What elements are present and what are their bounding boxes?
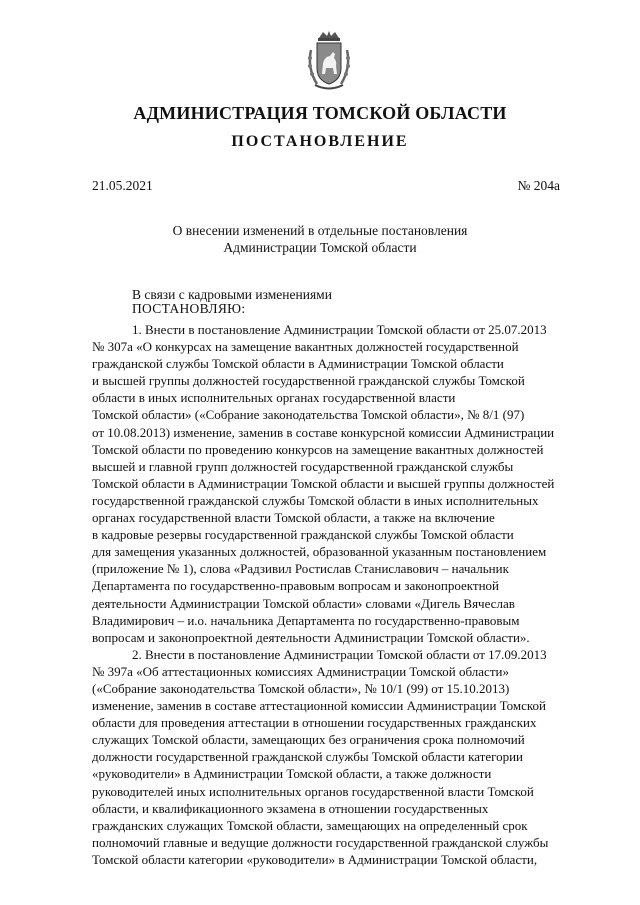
body-line: вопросам и законопроектной деятельности Администрации Томской области». [92, 629, 530, 645]
organization-name: АДМИНИСТРАЦИЯ ТОМСКОЙ ОБЛАСТИ [133, 103, 507, 123]
body-line: «руководители» в Администрации Томской области, а также должности [92, 766, 492, 782]
document-date: 21.05.2021 [92, 178, 153, 193]
body-line: Томской области по проведению конкурсов на замещение вакантных должностей [92, 441, 544, 457]
document-subject [0, 222, 640, 256]
document-body [92, 321, 595, 868]
body-line: высшей и главной групп должностей государственной гражданской службы [92, 458, 514, 474]
body-line: области, и квалификационного экзамена в отношении государственных [92, 800, 489, 816]
body-line: гражданских служащих Томской области, замещающих на определенный срок [92, 817, 528, 833]
body-line: Департамента по государственно-правовым вопросам и законопроектной [92, 578, 499, 594]
body-line: в кадровые резервы государственной гражданской службы Томской области [92, 527, 514, 543]
body-line: Томской области в Администрации Томской области и высшей группы должностей [92, 475, 555, 491]
body-line: 2. Внести в постановление Администрации Томской области от 17.09.2013 [132, 646, 547, 662]
document-type: ПОСТАНОВЛЕНИЕ [231, 133, 409, 150]
body-line: Томской области категории «руководители» в Администрации Томской области, [92, 851, 538, 867]
body-line: Владимирович – и.о. начальника Департамента по государственно-правовым [92, 612, 520, 628]
intro-text: В связи с кадровыми изменениями [132, 287, 332, 302]
body-line: государственной гражданской службы Томской области в иных исполнительных [92, 492, 539, 508]
tomsk-coat-of-arms-icon [303, 30, 355, 92]
body-line: полномочий главные и ведущие должности государственной гражданской службы [92, 834, 549, 850]
subject-line: О внесении изменений в отдельные постановления [172, 223, 468, 238]
body-line: деятельности Администрации Томской области» словами «Дигель Вячеслав [92, 595, 515, 611]
body-line: области для проведения аттестации в отношении государственных гражданских [92, 715, 537, 731]
body-line: органах государственной власти Томской области, а также на включение [92, 510, 495, 526]
body-line: руководителей иных исполнительных органов государственной власти Томской [92, 783, 534, 799]
body-line: № 307а «О конкурсах на замещение вакантных должностей государственной [92, 339, 519, 355]
body-line: от 10.08.2013) изменение, заменив в составе конкурсной комиссии Администрации [92, 424, 555, 440]
body-line: Томской области» («Собрание законодательства Томской области», № 8/1 (97) [92, 407, 525, 423]
body-line: для замещения указанных должностей, образованной указанным постановлением [92, 544, 547, 560]
body-line: (приложение № 1), слова «Радзивил Ростислав Станиславович – начальник [92, 561, 509, 577]
body-line: гражданской службы Томской области в Администрации Томской области [92, 356, 504, 372]
subject-line: Администрации Томской области [223, 240, 417, 255]
body-line: служащих Томской области, замещающих без ограничения срока полномочий [92, 732, 525, 748]
document-number: № 204а [517, 178, 560, 193]
body-line: области в иных исполнительных органах государственной власти [92, 390, 456, 406]
body-line: изменение, заменив в составе аттестационной комиссии Администрации Томской [92, 698, 546, 714]
body-line: должности государственной гражданской службы Томской области категории [92, 749, 524, 765]
body-line: («Собрание законодательства Томской области», № 10/1 (99) от 15.10.2013) [92, 680, 510, 696]
body-line: 1. Внести в постановление Администрации Томской области от 25.07.2013 [132, 322, 547, 337]
decree-word: ПОСТАНОВЛЯЮ: [132, 301, 246, 316]
body-line: № 397а «Об аттестационных комиссиях Администрации Томской области» [92, 663, 509, 679]
body-line: и высшей группы должностей государственной гражданской службы Томской [92, 373, 525, 389]
